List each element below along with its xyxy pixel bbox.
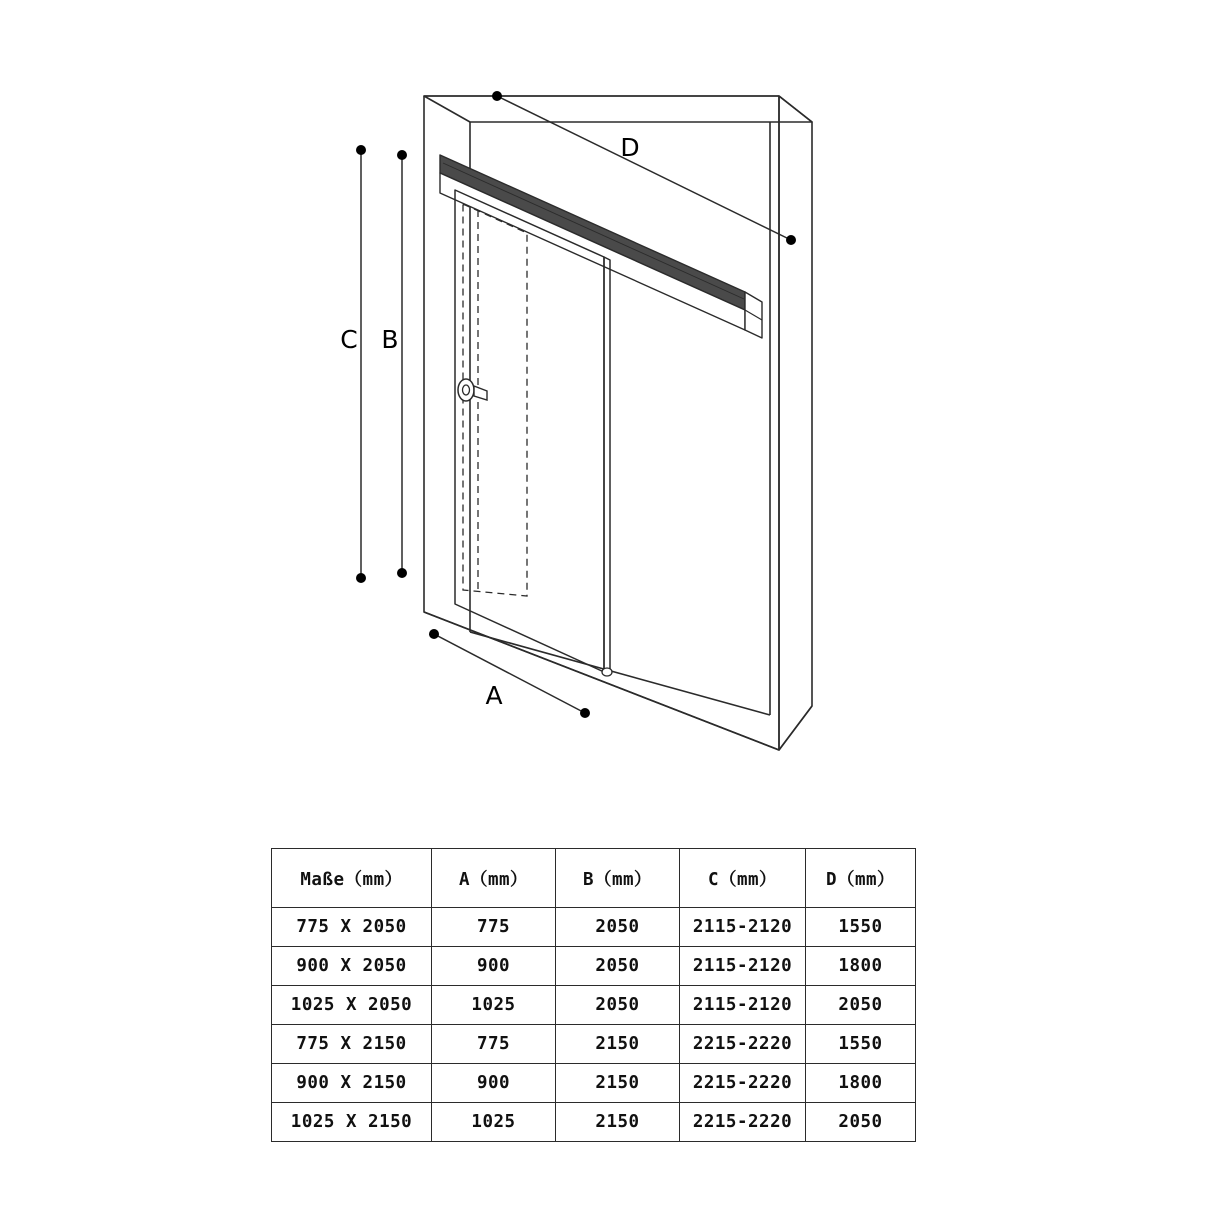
table-cell: 2150 [556, 1025, 680, 1064]
sliding-track-rail [440, 155, 762, 338]
table-header-cell: B（mm） [556, 849, 680, 908]
table-cell: 900 [432, 1064, 556, 1103]
table-cell: 1025 X 2150 [272, 1103, 432, 1142]
table-cell: 2050 [556, 908, 680, 947]
table-cell: 775 [432, 1025, 556, 1064]
dimension-line-c [340, 145, 366, 583]
dimension-table-container [271, 848, 915, 1142]
dimension-label-d: D [620, 133, 640, 162]
table-row [272, 947, 916, 986]
table-header-cell: D（mm） [806, 849, 916, 908]
table-cell: 1800 [806, 1064, 916, 1103]
table-cell: 1550 [806, 1025, 916, 1064]
table-cell: 2050 [556, 986, 680, 1025]
table-header-cell: Maße（mm） [272, 849, 432, 908]
table-cell: 1025 [432, 1103, 556, 1142]
dimension-line-b [381, 150, 407, 578]
dimension-label-c: C [340, 325, 358, 354]
door-handle [458, 379, 487, 401]
table-cell: 1025 [432, 986, 556, 1025]
table-cell: 775 X 2050 [272, 908, 432, 947]
table-cell: 2115-2120 [680, 986, 806, 1025]
table-cell: 2150 [556, 1064, 680, 1103]
table-cell: 2050 [556, 947, 680, 986]
dimension-label-b: B [381, 325, 399, 354]
table-cell: 900 X 2050 [272, 947, 432, 986]
table-cell: 2215-2220 [680, 1064, 806, 1103]
table-cell: 775 X 2150 [272, 1025, 432, 1064]
table-header-cell: A（mm） [432, 849, 556, 908]
door-leaf-open-position [463, 204, 527, 596]
table-cell: 2050 [806, 1103, 916, 1142]
dimension-table [271, 848, 916, 1142]
table-cell: 2050 [806, 986, 916, 1025]
table-cell: 2150 [556, 1103, 680, 1142]
table-row [272, 1064, 916, 1103]
table-cell: 1800 [806, 947, 916, 986]
table-row [272, 908, 916, 947]
dimension-label-a: A [485, 681, 503, 710]
table-cell: 775 [432, 908, 556, 947]
table-cell: 2215-2220 [680, 1025, 806, 1064]
table-row [272, 986, 916, 1025]
table-cell: 1550 [806, 908, 916, 947]
floor-guide [602, 668, 612, 676]
table-row [272, 1025, 916, 1064]
table-cell: 2115-2120 [680, 947, 806, 986]
table-cell: 1025 X 2050 [272, 986, 432, 1025]
table-cell: 900 X 2150 [272, 1064, 432, 1103]
table-row [272, 1103, 916, 1142]
table-cell: 2215-2220 [680, 1103, 806, 1142]
table-cell: 900 [432, 947, 556, 986]
table-cell: 2115-2120 [680, 908, 806, 947]
table-header-cell: C（mm） [680, 849, 806, 908]
table-header-row [272, 849, 916, 908]
